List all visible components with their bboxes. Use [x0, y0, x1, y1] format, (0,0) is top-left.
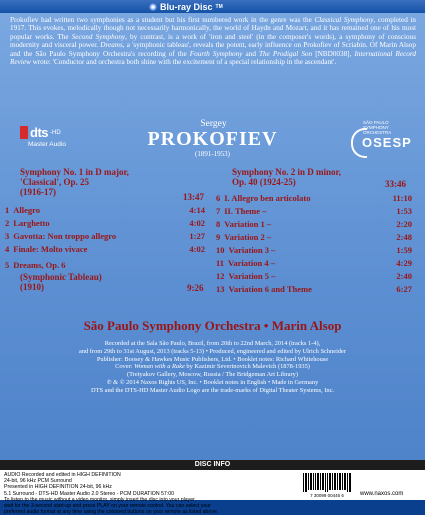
track-row: 2 Larghetto 4:02 [5, 218, 205, 228]
track-row: 10 Variation 3 – 1:59 [216, 245, 412, 255]
disc-info-bar: DISC INFO [0, 460, 425, 470]
symphony-2-total: 33:46 [385, 179, 406, 189]
osesp-logo: SÃO PAULO SYMPHONY ORCHESTRA OSESP [349, 120, 409, 165]
dreams-duration: 9:26 [187, 283, 204, 293]
bluray-tm: TM [215, 3, 223, 10]
naxos-site: www.naxos.com [360, 491, 404, 497]
bluray-disc-icon [149, 3, 157, 11]
composer-last-name: PROKOFIEV [147, 128, 278, 150]
dreams-sub: (Symphonic Tableau) (1910) [20, 272, 102, 292]
track-row-dreams: 5 Dreams, Op. 6 [5, 260, 66, 270]
track-row: 4 Finale: Molto vivace 4:02 [5, 244, 205, 254]
disc-info-panel [0, 460, 425, 515]
track-row: 3 Gavotta: Non troppo allegro 1:27 [5, 231, 205, 241]
track-row: 8 Variation 1 – 2:20 [216, 219, 412, 229]
performers-line: São Paulo Symphony Orchestra • Marin Alsop [83, 318, 342, 333]
dts-hd: -HD [50, 129, 61, 136]
osesp-arc-icon [351, 128, 367, 158]
credits-block: Recorded at the Sala São Paulo, Brazil, from 20th to 22nd March, 2014 (tracks 1-4), and from 29th to 31st August, 2013 (tracks 5-13) • Produced, engineered and edited by Ulrich Schneider Publisher: Boosey & Hawkes Music Publishers, Ltd. • Booklet notes: Richard Whitehouse Cover: Woman with a Rake by Kazimir Severinovich Malevich (1878-1935) (Tretyakov Gallery, Moscow, Russia / The Bridgeman Art Library) ℗ & © 2014 Naxos Rights US, Inc. • Booklet notes in English • Made in Germany DTS and the DTS-HD Master Audio Logo are the trade-marks of Digital Theater Systems, Inc. [78, 340, 347, 394]
track-row: 13 Variation 6 and Theme 6:27 [216, 284, 412, 294]
track-row: 12 Variation 5 – 2:40 [216, 271, 412, 281]
symphony-2-heading: Symphony No. 2 in D minor, Op. 40 (1924-25) [232, 167, 341, 187]
track-row: 1 Allegro 4:14 [5, 205, 205, 215]
track-row: 11 Variation 4 – 4:29 [216, 258, 412, 268]
composer-years: (1891-1953) [195, 150, 230, 158]
track-row: 7 II. Theme – 1:53 [216, 206, 412, 216]
composer-first-name: Sergey [200, 119, 227, 129]
symphony-1-total: 13:47 [183, 192, 204, 202]
bluray-logo-text: Blu-ray Disc [160, 1, 213, 12]
bluray-logo [149, 0, 223, 13]
dts-mark: dts [30, 125, 48, 140]
intro-text: Prokofiev had written two symphonies as a student but his first numbered work in the genre was the Classical Symphony, completed in 1917. This evokes, melodically though not necessarily harmonically, the world of Haydn and Mozart, and it has remained one of his most popular works. The Second Symphony, by contrast, is a work of 'iron and steel' (in the composer's words), a symphony of conscious modernity and visceral power. Dreams, a 'symphonic tableau', reveals the potent, early influence on Prokofiev of Scriabin. Of Marin Alsop and the São Paulo Symphony Orchestra's recording of the Fourth Symphony and The Prodigal Son [NBD0038], International Record Review wrote: 'Conductor and orchestra both shine with the excitement of a special relationship in the ascendant'. [10, 16, 417, 67]
symphony-1-heading: Symphony No. 1 in D major, 'Classical', Op. 25 (1916-17) [20, 167, 129, 197]
track-row: 6 I. Allegro ben articolato 11:10 [216, 193, 412, 203]
disc-info-text: AUDIO Recorded and edited in HIGH DEFINITION 24-bit, 96 kHz PCM Surround Presented in HIGH DEFINITION 24-bit, 96 kHz 5.1 Surround - DTS-HD Master Audio 2.0 Stereo - PCM DURATION 57:00 To listen to the music without a video monitor, simply insert the disc into your player, wait for the 3-second start-up and press PLAY on your remote control. You can select your preferred audio format at any time using the coloured buttons on your remote as listed above. [4, 472, 219, 515]
svg-text:7 30099 00446 6: 7 30099 00446 6 [310, 493, 344, 498]
barcode-icon [300, 472, 354, 498]
dts-sub: Master Audio [28, 141, 66, 148]
track-row: 9 Variation 2 – 2:48 [216, 232, 412, 242]
osesp-mark: OSESP [362, 135, 412, 150]
